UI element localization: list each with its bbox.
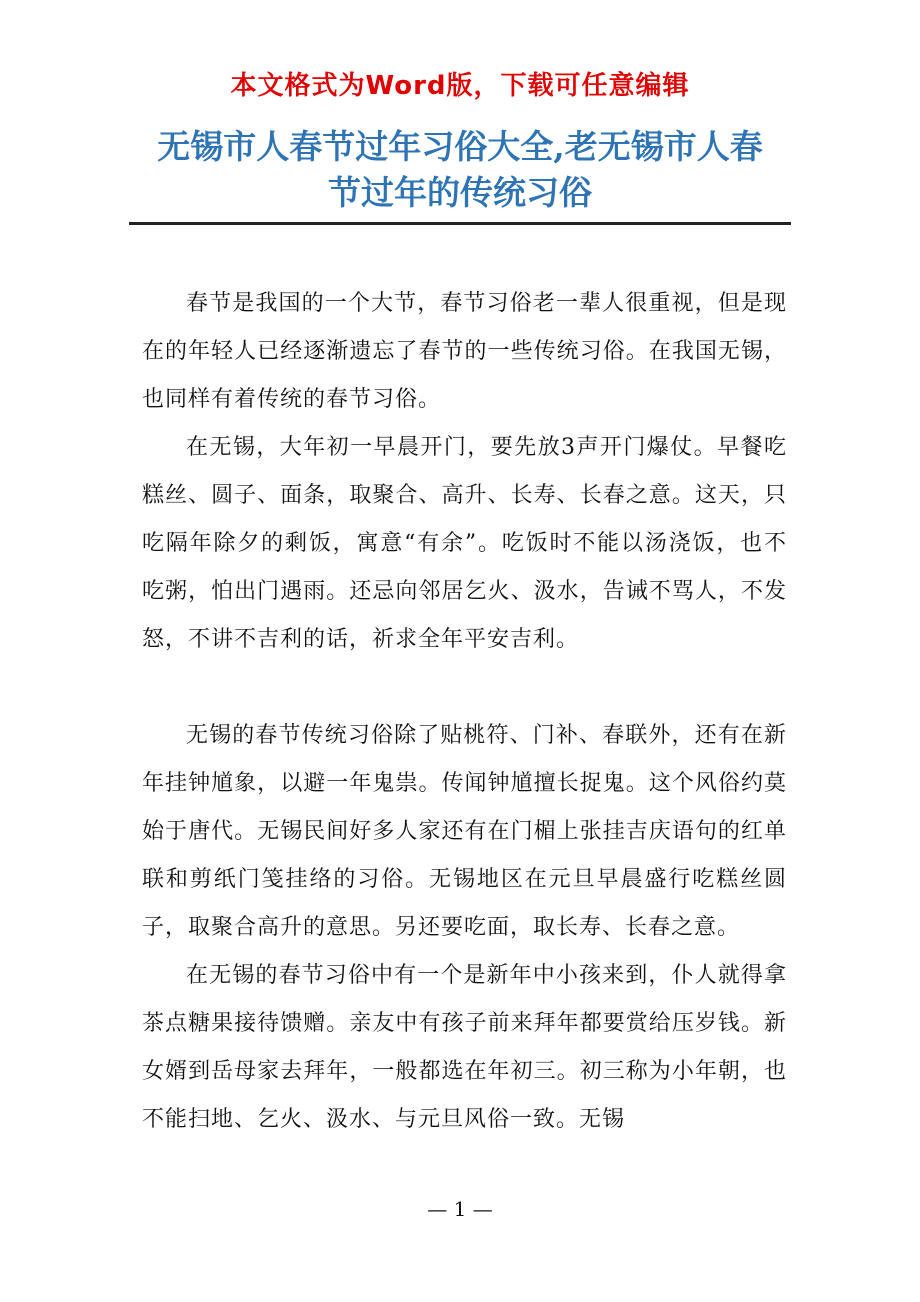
document-title — [130, 124, 790, 216]
format-banner: 本文格式为Word版，下载可任意编辑 — [230, 71, 690, 101]
title-line-2: 节过年的传统习俗 — [328, 173, 592, 212]
title-divider — [129, 222, 791, 225]
paragraph: 无锡的春节传统习俗除了贴桃符、门补、春联外，还有在新年挂钟馗象，以避一年鬼祟。传闻钟馗擅长捉鬼。这个风俗约莫始于唐代。无锡民间好多人家还有在门楣上张挂吉庆语句的红单联和剪纸门笺挂络的习俗。无锡地区在元旦早晨盛行吃糕丝圆子，取聚合高升的意思。另还要吃面，取长寿、长春之意。 — [142, 723, 787, 940]
paragraph: 春节是我国的一个大节，春节习俗老一辈人很重视，但是现在的年轻人已经逐渐遗忘了春节的一些传统习俗。在我国无锡，也同样有着传统的春节习俗。 — [142, 291, 787, 412]
document-body — [142, 280, 787, 1144]
paragraph: 在无锡，大年初一早晨开门，要先放3声开门爆仗。早餐吃糕丝、圆子、面条，取聚合、高升、长寿、长春之意。这天，只吃隔年除夕的剩饭，寓意“有余”。吃饭时不能以汤浇饭，也不吃粥，怕出门遇雨。还忌向邻居乞火、汲水，告诫不骂人，不发怒，不讲不吉利的话，祈求全年平安吉利。 — [142, 435, 787, 652]
title-line-1: 无锡市人春节过年习俗大全,老无锡市人春 — [157, 127, 763, 166]
page-number: — 1 — — [427, 1197, 493, 1221]
paragraph: 在无锡的春节习俗中有一个是新年中小孩来到，仆人就得拿茶点糖果接待馈赠。亲友中有孩子前来拜年都要赏给压岁钱。新女婿到岳母家去拜年，一般都选在年初三。初三称为小年朝，也不能扫地、乞火、汲水、与元旦风俗一致。无锡 — [142, 963, 787, 1132]
